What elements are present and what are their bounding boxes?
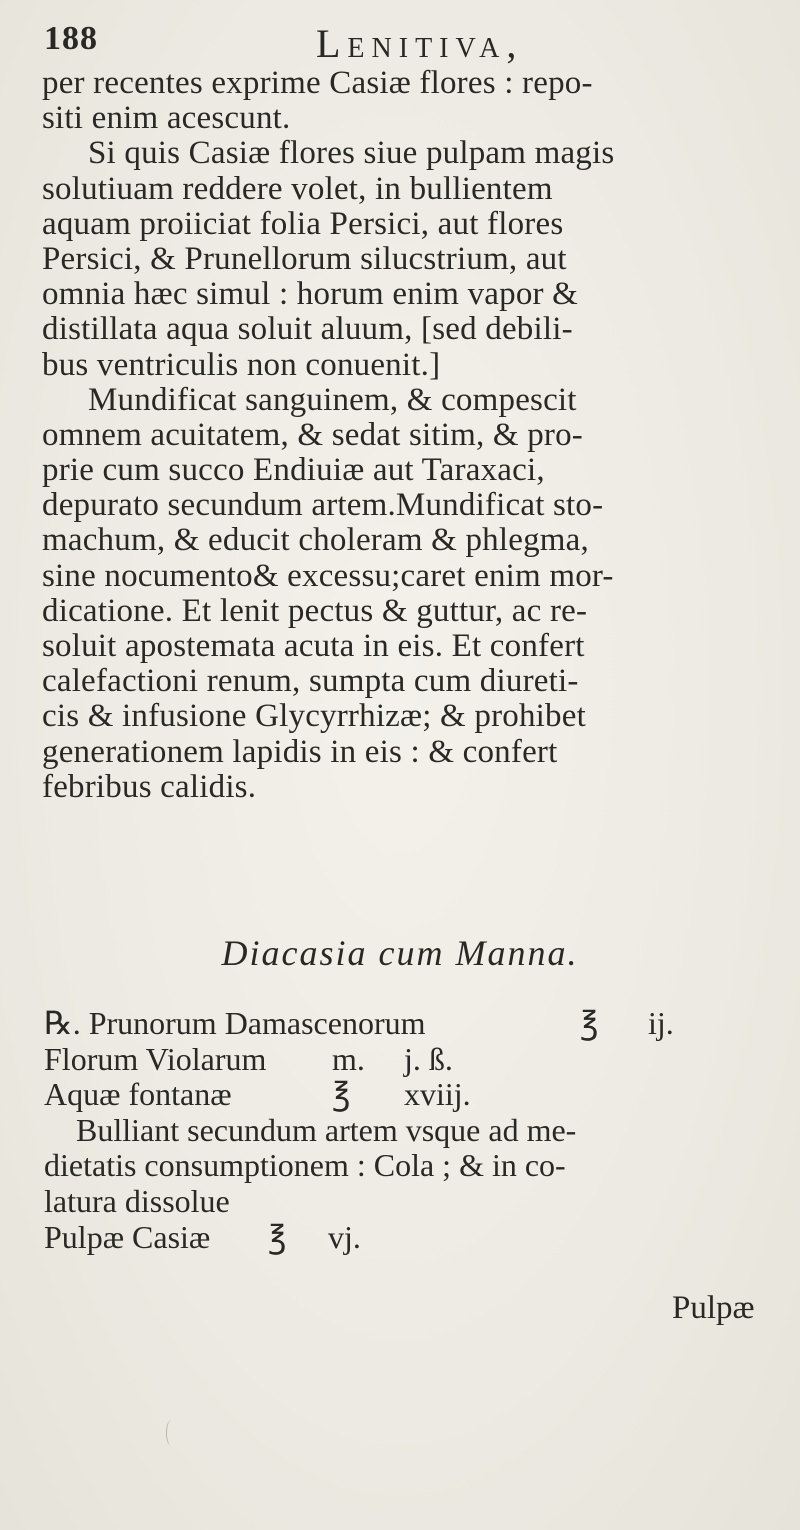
catchword: Pulpæ: [672, 1290, 755, 1326]
text-line: calefactioni renum, sumpta cum diureti-: [42, 663, 579, 700]
instruction-text: dietatis consumptionem : Cola ; & in co-: [44, 1147, 566, 1184]
ingredient-name: Aquæ fontanæ: [44, 1076, 232, 1113]
text-line: siti enim acescunt.: [42, 100, 291, 137]
text-line: distillata aqua soluit aluum, [sed debili-: [42, 311, 573, 348]
ingredient-quantity: xviij.: [404, 1076, 471, 1113]
text-line: Mundificat sanguinem, & compescit: [88, 381, 577, 418]
text-line: sine nocumento& excessu;caret enim mor-: [42, 557, 614, 594]
ingredient-quantity: ij.: [648, 1005, 674, 1041]
text-line: depurato secundum artem.Mundificat sto-: [42, 487, 604, 524]
text-line: dicatione. Et lenit pectus & guttur, ac re-: [42, 592, 588, 629]
recipe-heading: Diacasia cum Manna.: [221, 933, 579, 973]
text-line: soluit apostemata acuta in eis. Et confert: [42, 628, 585, 664]
instruction-text: Bulliant secundum artem vsque ad me-: [76, 1111, 577, 1148]
running-head: Lenitiva,: [316, 21, 524, 66]
text-line: aquam proiiciat folia Persici, aut flores: [42, 205, 564, 242]
ounce-symbol: ℥: [580, 1005, 599, 1041]
text-line: omnem acuitatem, & sedat sitim, & pro-: [42, 416, 583, 453]
ingredient-quantity: j. ß.: [404, 1040, 453, 1077]
instruction-text: latura dissolue: [44, 1182, 230, 1219]
recipe-ingredient-row: [44, 1220, 784, 1256]
page-header: [44, 20, 764, 70]
body-text: [42, 66, 782, 805]
recipe-instruction-line: [44, 1184, 784, 1220]
recipe-instruction-line: [44, 1148, 784, 1184]
paper-blemish-mark: [166, 1420, 177, 1446]
recipe-instruction-line: [44, 1113, 784, 1149]
measure-symbol: m.: [332, 1040, 365, 1077]
text-line: omnia hæc simul : horum enim vapor &: [42, 276, 579, 313]
recipe-block: [44, 1006, 784, 1255]
ingredient-name: Pulpæ Casiæ: [44, 1218, 211, 1255]
recipe-ingredient-row: [44, 1006, 784, 1042]
ounce-symbol: ℥: [268, 1218, 287, 1255]
ounce-symbol: ℥: [332, 1076, 351, 1113]
ingredient-name: Florum Violarum: [44, 1040, 267, 1077]
text-line: per recentes exprime Casiæ flores : repo-: [42, 65, 593, 101]
page-number: 188: [44, 20, 98, 57]
text-line: Si quis Casiæ flores siue pulpam magis: [88, 135, 615, 172]
text-line: machum, & educit choleram & phlegma,: [42, 522, 589, 559]
text-line: cis & infusione Glycyrrhizæ; & prohibet: [42, 698, 586, 735]
text-line: solutiuam reddere volet, in bullientem: [42, 170, 553, 207]
text-line: febribus calidis.: [42, 768, 257, 805]
ingredient-name: ℞. Prunorum Damascenorum: [44, 1005, 426, 1041]
recipe-ingredient-row: [44, 1077, 784, 1113]
recipe-ingredient-row: [44, 1042, 784, 1078]
text-line: Persici, & Prunellorum silucstrium, aut: [42, 240, 567, 277]
text-line: generationem lapidis in eis : & confert: [42, 733, 558, 770]
ingredient-quantity: vj.: [328, 1218, 361, 1255]
text-line: prie cum succo Endiuiæ aut Taraxaci,: [42, 452, 545, 489]
text-line: bus ventriculis non conuenit.]: [42, 346, 441, 383]
